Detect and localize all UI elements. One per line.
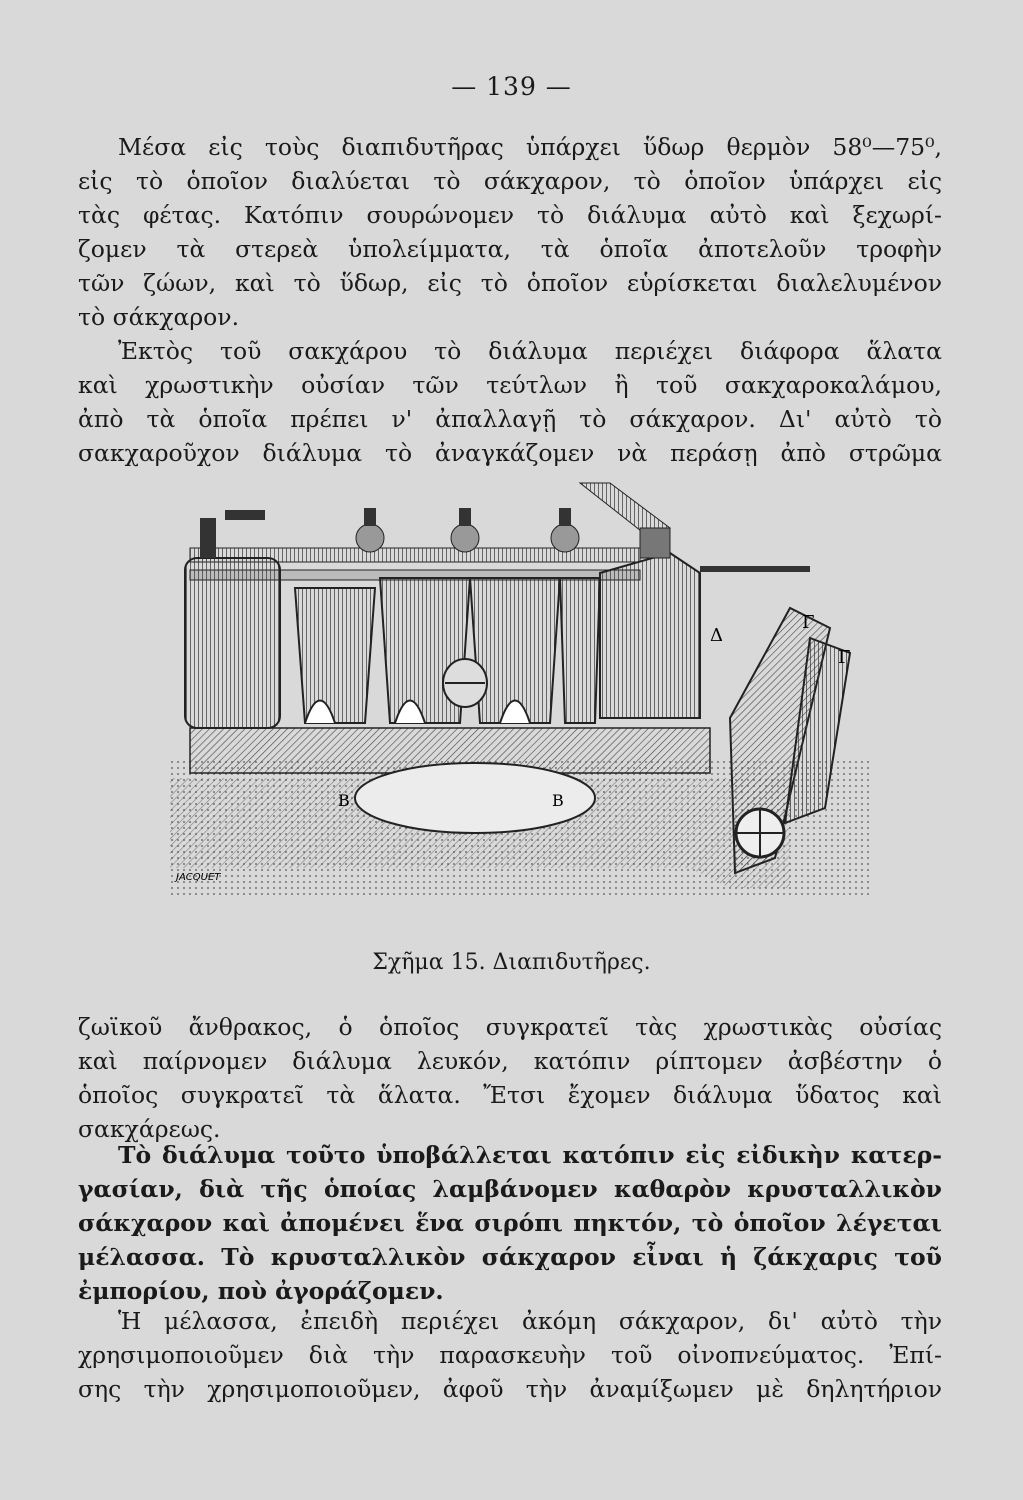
text-line: καὶ παίρνομεν διάλυμα λευκόν, κατόπιν ρίπτομεν ἀσβέστην ὁ (78, 1047, 942, 1075)
text-line: ζωϊκοῦ ἄνθρακος, ὁ ὁποῖος συγκρατεῖ τὰς χρωστικὰς οὐσίας (78, 1013, 942, 1041)
text-line: Τὸ διάλυμα τοῦτο ὑποβάλλεται κατόπιν εἰς εἰδικὴν κατερ- (118, 1141, 942, 1169)
page-number: — 139 — (451, 72, 572, 101)
text-line: Μέσα εἰς τοὺς διαπιδυτῆρας ὑπάρχει ὕδωρ θερμὸν 58⁰—75⁰, (118, 133, 942, 161)
text-line: Ἐκτὸς τοῦ σακχάρου τὸ διάλυμα περιέχει διάφορα ἅλατα (118, 337, 942, 365)
side-rail (700, 566, 810, 572)
paragraph-5 (78, 1304, 942, 1406)
text-line: σάκχαρον καὶ ἀπομένει ἕνα σιρόπι πηκτόν, τὸ ὁποῖον λέγεται (78, 1209, 942, 1237)
text-line: σακχαροῦχον διάλυμα τὸ ἀναγκάζομεν νὰ περάσῃ ἀπὸ στρῶμα (78, 439, 942, 467)
engraver-signature: JACQUET (176, 872, 221, 883)
paragraph-4 (78, 1138, 942, 1308)
text-line: ἀπὸ τὰ ὁποῖα πρέπει ν' ἀπαλλαγῇ τὸ σάκχαρον. Δι' αὐτὸ τὸ (78, 405, 942, 433)
text-line: σης τὴν χρησιμοποιοῦμεν, ἀφοῦ τὴν ἀναμίξωμεν μὲ δηλητήριον (78, 1375, 942, 1403)
text-line: τῶν ζώων, καὶ τὸ ὕδωρ, εἰς τὸ ὁποῖον εὑρίσκεται διαλελυμένον (78, 269, 942, 297)
paragraph-2 (78, 334, 942, 470)
text-line: σακχάρεως. (78, 1115, 221, 1143)
diffuser-illustration (170, 478, 900, 908)
text-line: μέλασσα. Τὸ κρυσταλλικὸν σάκχαρον εἶναι ἡ ζάκχαρις τοῦ (78, 1243, 942, 1271)
paragraph-3 (78, 1010, 942, 1146)
text-line: χρησιμοποιοῦμεν διὰ τὴν παρασκευὴν τοῦ οἰνοπνεύματος. Ἐπί- (78, 1341, 942, 1369)
figure-label: Β (338, 791, 350, 810)
paragraph-1 (78, 130, 942, 334)
figure-label: Γ (802, 612, 815, 633)
figure-label: Β (552, 791, 564, 810)
text-line: Ἡ μέλασσα, ἐπειδὴ περιέχει ἀκόμη σάκχαρον, δι' αὐτὸ τὴν (118, 1307, 942, 1335)
figure-label: Δ (710, 625, 723, 646)
text-line: γασίαν, διὰ τῆς ὁποίας λαμβάνομεν καθαρὸν κρυσταλλικὸν (78, 1175, 942, 1203)
figure-caption: Σχῆμα 15. Διαπιδυτῆρες. (372, 950, 651, 975)
text-line: ὁποῖος συγκρατεῖ τὰ ἅλατα. Ἔτσι ἔχομεν διάλυμα ὕδατος καὶ (78, 1081, 942, 1109)
text-line: τὸ σάκχαρον. (78, 303, 240, 331)
text-line: τὰς φέτας. Κατόπιν σουρώνομεν τὸ διάλυμα αὐτὸ καὶ ξεχωρί- (78, 201, 942, 229)
text-line: ἐμπορίου, ποὺ ἀγοράζομεν. (78, 1277, 444, 1305)
figure-label: Γ (838, 647, 851, 668)
text-line: καὶ χρωστικὴν οὐσίαν τῶν τεύτλων ἢ τοῦ σακχαροκαλάμου, (78, 371, 942, 399)
text-line: εἰς τὸ ὁποῖον διαλύεται τὸ σάκχαρον, τὸ ὁποῖον ὑπάρχει εἰς (78, 167, 942, 195)
text-line: ζομεν τὰ στερεὰ ὑπολείμματα, τὰ ὁποῖα ἀποτελοῦν τροφὴν (78, 235, 942, 263)
